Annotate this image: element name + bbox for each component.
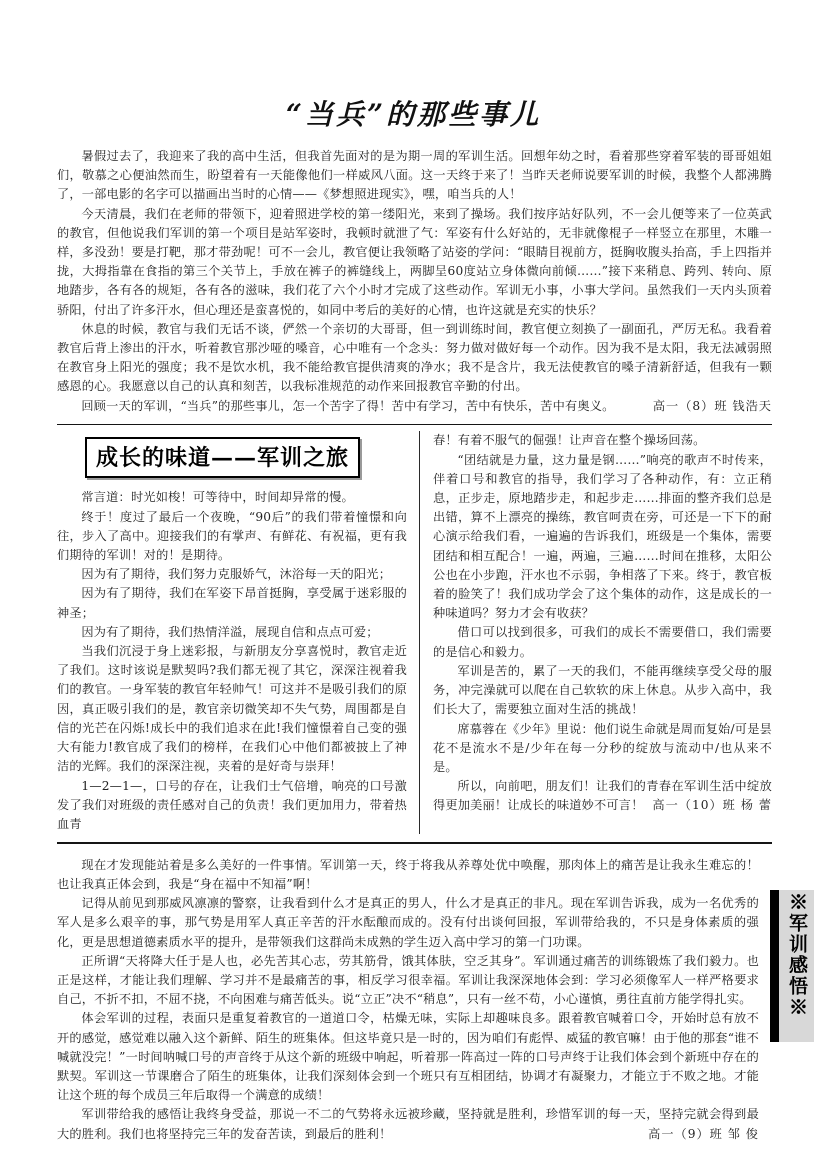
paragraph: 回顾一天的军训，“当兵”的那些事儿，怎一个苦字了得！苦中有学习，苦中有快乐，苦中有奥义。 [81, 398, 615, 413]
paragraph: “团结就是力量，这力量是钢……”响亮的歌声不时传来，伴着口号和教官的指导，我们学习了各种动作，有：立正稍息，正步走，原地踏步走，和起步走……排面的整齐我们总是出错，算不上漂亮的操练，教官呵责在旁，可还是一下下的耐心演示给我们看，一遍遍的告诉我们，班级是一个集体，需要团结和相互配合！一遍，两遍，三遍……时间在推移，太阳公公也在小步跑，汗水也不示弱，争相落了下来。终于，教官板着的脸笑了！我们成功学会了这个集体的动作，这是成长的一种味道吗？努力才会有收获？ [433, 452, 772, 621]
paragraph: 体会军训的过程，表面只是重复着教官的一道道口令，枯燥无味，实际上却趣味良多。跟着教官喊着口令，开始时总有放不开的感觉，感觉难以融入这个新鲜、陌生的班集体。但这毕竟只是一时的，因为咱们有彪悍、威猛的教官嘛！由于他的那套“谁不喊就没完！”一时间呐喊口号的声音终于从这个新的班级中响起，听着那一阵高过一阵的口号声终于让我们体会到个新班中存在的默契。军训这一节课磨合了陌生的班集体，让我们深刻体会到一个班只有互相团结，协调才有凝聚力，才能立于不败之地。才能让这个班的每个成员三年后取得一个满意的成绩！ [57, 1011, 759, 1103]
sidebar-black-bar [770, 890, 779, 1042]
paragraph: 席慕蓉在《少年》里说：他们说生命就是周而复始/可是昙花不是流水不是/少年在每一分秒的绽放与流动中/也从来不是。 [433, 721, 772, 774]
article-1 [0, 93, 827, 416]
paragraph: 终于！度过了最后一个夜晚，“90后”的我们带着憧憬和向往，步入了高中。迎接我们的有掌声、有鲜花、有祝福，更有我们期待的军训！对的！是期待。 [57, 509, 407, 563]
article-2-right-body [433, 431, 772, 815]
paragraph: 记得从前见到那威风凛凛的警察，让我看到什么才是真正的男人，什么才是真正的非凡。现在军训告诉我，成为一名优秀的军人是多么艰辛的事，那气势是用军人真正辛苦的汗水酝酿而成的。没有付出谈何回报，军训带给我的，不只是身体素质的强化，更是思想道德素质水平的提升，是带领我们这群尚未成熟的学生迈入高中学习的第一门功课。 [57, 896, 759, 949]
sidebar-vertical-label: ※军训感悟※ [779, 890, 814, 1042]
article-3-body [57, 856, 759, 1144]
article-2-right-column [420, 431, 772, 834]
article-2-byline: 高一（10）班 杨 蕾 [652, 798, 772, 813]
section-divider-rule-1 [57, 424, 772, 426]
paragraph: 因为有了期待，我们热情洋溢，展现自信和点点可爱； [81, 624, 379, 639]
paragraph: 因为有了期待，我们努力克服娇气，沐浴每一天的阳光； [81, 567, 392, 582]
article-1-body [0, 147, 827, 416]
article-2-left-body [57, 488, 407, 834]
paragraph: 今天清晨，我们在老师的带领下，迎着照进学校的第一缕阳光，来到了操场。我们按序站好队列，不一会儿便等来了一位英武的教官，但他说我们军训的第一个项目是站军姿时，我顿时就泄了气：军姿有什么好站的，无非就像棍子一样竖立在那里，木雕一样，多没劲！要是打靶，那才带劲呢！可不一会儿，教官便让我领略了站姿的学问：“眼睛目视前方，挺胸收腹头抬高，手上四指并拢，大拇指靠在食指的第三个关节上，手放在裤子的裤缝线上，两脚呈60度站立身体微向前倾……”接下来稍息、跨列、转向、原地踏步，各有各的规矩，各有各的滋味，我们花了六个小时才完成了这些动作。军训无小事，小事大学问。虽然我们一天内头顶着骄阳，付出了许多汗水，但心理还是蛮喜悦的，如同中考后的美好的心情，也许这就是充实的快乐？ [57, 206, 772, 317]
article-2-title-box [85, 437, 407, 478]
article-2-title: 成长的味道——军训之旅 [85, 437, 360, 478]
paragraph: 借口可以找到很多，可我们的成长不需要借口，我们需要的是信心和毅力。 [433, 625, 772, 659]
article-1-title: “当兵”的那些事儿 [285, 98, 542, 131]
paragraph: 1—2—1—，口号的存在，让我们士气倍增，响亮的口号激发了我们对班级的责任感对自己的负责！我们更加用力，带着热血青 [57, 778, 407, 831]
paragraph: 休息的时候，教官与我们无话不谈，俨然一个亲切的大哥哥，但一到训练时间，教官便立刻换了一副面孔，严厉无私。我看着教官后背上渗出的汗水，听着教官那沙哑的嗓音，心中唯有一个念头：努力做对做好每一个动作。因为我不是太阳，我无法减弱照在教官身上阳光的强度；我不是饮水机，我不能给教官提供清爽的净水；我不是含片，我无法使教官的嗓子清新舒适，但我有一颗感恩的心。我愿意以自己的认真和刻苦，以我标准规范的动作来回报教官辛勤的付出。 [57, 321, 772, 394]
paragraph: 所以，向前吧，朋友们！让我们的青春在军训生活中绽放得更加美丽！让成长的味道妙不可言！ [433, 779, 772, 813]
paragraph: 当我们沉浸于身上迷彩报，与新朋友分享喜悦时，教官走近了我们。这时该说是默契吗?我们都无视了其它，深深注视着我们的教官。一身军装的教官年轻帅气！可这并不是吸引我们的原因，真正吸引我们的是，教官亲切微笑却不失气势，周围都是自信的光芒在闪烁!成长中的我们追求在此!我们憧憬着自己变的强大有能力!教官成了我们的榜样，在我们心中他们都被披上了神洁的光辉。我们的深深注视，夹着的是好奇与崇拜！ [57, 644, 407, 774]
paragraph: 军训带给我的感悟让我终身受益，那说一不二的气势将永远被珍藏，坚持就是胜利，珍惜军训的每一天，坚持完就会得到最大的胜利。我们也将坚持完三年的发奋苦读，到最后的胜利！ [57, 1107, 759, 1141]
paragraph: 现在才发现能站着是多么美好的一件事情。军训第一天，终于将我从养尊处优中唤醒，那肉体上的痛苦是让我永生难忘的！也让我真正体会到，我是“身在福中不知福”啊！ [57, 857, 759, 891]
paragraph: 常言道：时光如梭！可等待中，时间却异常的慢。 [81, 490, 354, 505]
article-2 [0, 431, 827, 834]
article-3 [0, 850, 827, 1144]
paragraph: 因为有了期待，我们在军姿下昂首挺胸，享受属于迷彩服的神圣； [57, 586, 407, 620]
paragraph: 军训是苦的，累了一天的我们，不能再继续享受父母的服务，冲完澡就可以爬在自己软软的床上休息。从步入高中，我们长大了，需要独立面对生活的挑战！ [433, 663, 772, 717]
article-1-byline: 高一（8）班 钱浩天 [652, 398, 772, 413]
article-3-byline: 高一（9）班 邹 俊 [648, 1126, 759, 1141]
paragraph: 春！有着不服气的倔强！让声音在整个操场回荡。 [433, 433, 706, 448]
paragraph: 暑假过去了，我迎来了我的高中生活，但我首先面对的是为期一周的军训生活。回想年幼之时，看着那些穿着军装的哥哥姐姐们，敬慕之心便油然而生，盼望着有一天能像他们一样威风八面。这一天终于来了！当昨天老师说要军训的时候，我整个人都沸腾了，一部电影的名字可以描画出当时的心情——《梦想照进现实》，嘿，咱当兵的人！ [57, 149, 772, 202]
article-2-left-column [57, 431, 419, 834]
section-divider-rule-2 [57, 842, 772, 844]
paragraph: 正所谓“天将降大任于是人也，必先苦其心志，劳其筋骨，饿其体肤，空乏其身”。军训通过痛苦的训练锻炼了我们毅力。也正是这样，才能让我们理解、学习并不是最痛苦的事，相反学习很幸福。军训让我深深地体会到：学习必须像军人一样严格要求自己，不折不扣，不屈不挠，不向困难与痛苦低头。说“立正”决不“稍息”，只有一丝不苟，小心谨慎，勇往直前方能学得扎实。 [57, 953, 759, 1007]
sidebar-vertical-banner [770, 890, 814, 1042]
